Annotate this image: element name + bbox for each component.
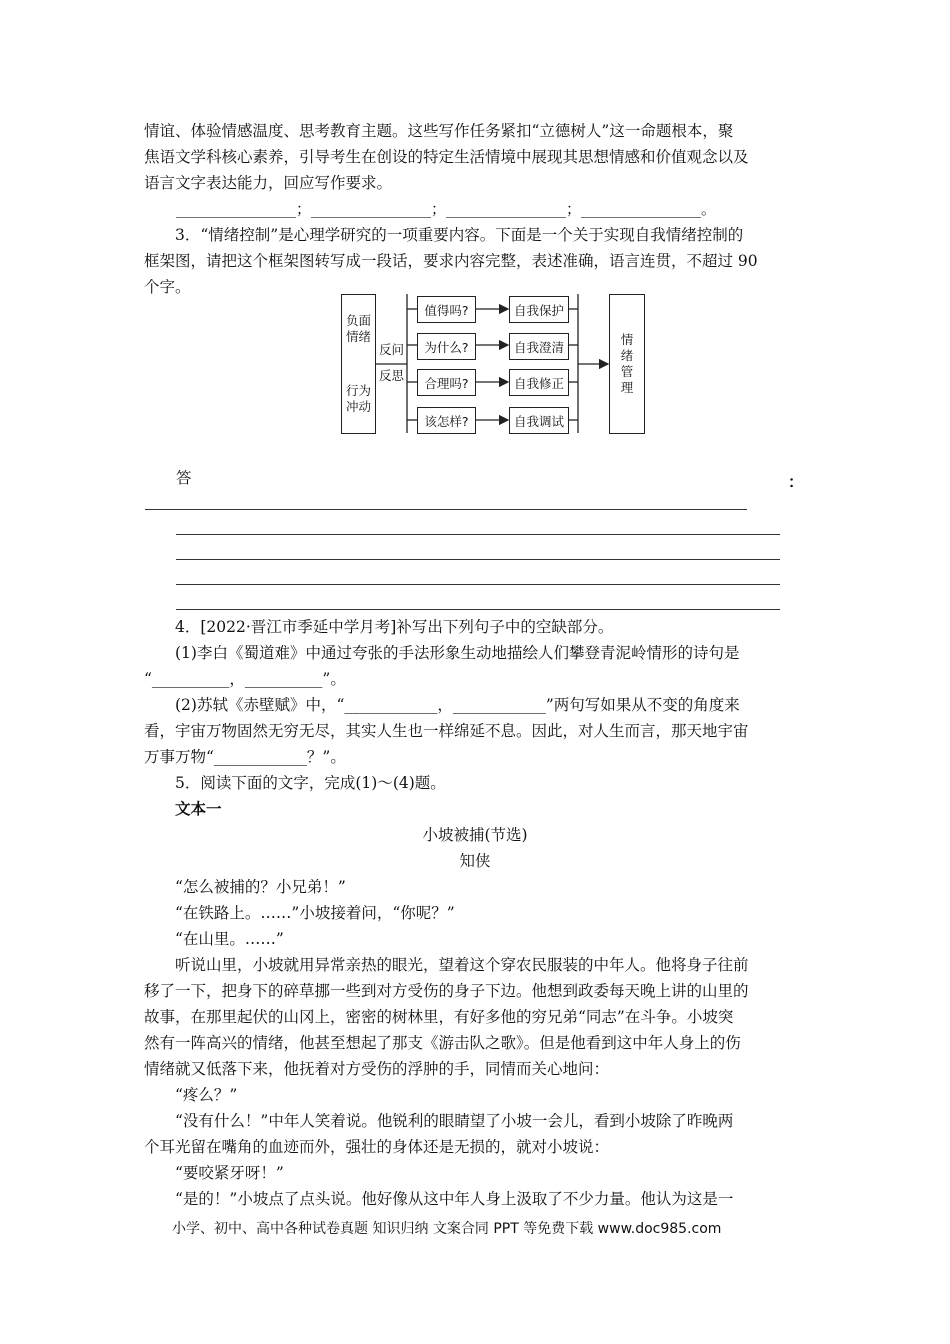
answer-line-5[interactable] <box>176 609 780 610</box>
diagram-result-4: 自我调试 <box>509 407 569 434</box>
diagram-emotion-management-label: 情绪管理 <box>620 332 634 395</box>
q5-text-label: 文本一 <box>175 799 222 818</box>
diagram-negative-emotion: 负面情绪 <box>345 313 371 344</box>
story-author: 知侠 <box>459 852 491 870</box>
intro-line-1: 情谊、体验情感温度、思考教育主题。这些写作任务紧扣“立德树人”这一命题根本，聚 <box>144 122 734 140</box>
story-p2: “在铁路上。……”小坡接着问，“你呢？” <box>175 904 455 922</box>
story-p7: “要咬紧牙呀！” <box>175 1164 284 1182</box>
q4-s1-line-1: (1)李白《蜀道难》中通过夸张的手法形象生动地描绘人们攀登青泥岭情形的诗句是 <box>175 644 740 662</box>
story-p4-line-5: 情绪就又低落下来，他抚着对方受伤的浮肿的手，同情而关心地问： <box>144 1060 610 1078</box>
answer-line-1[interactable] <box>145 509 747 510</box>
q5-line-1: 5．阅读下面的文字，完成(1)～(4)题。 <box>175 774 446 792</box>
diagram-question-4: 该怎样? <box>417 407 476 434</box>
diagram-result-3: 自我修正 <box>509 369 569 396</box>
answer-line-4[interactable] <box>176 584 780 585</box>
story-p4-line-2: 移了一下，把身下的碎草挪一些到对方受伤的身子下边。他想到政委每天晚上讲的山里的 <box>144 982 749 1000</box>
q4-s1-line-2: “__________，__________”。 <box>144 670 346 688</box>
q3-line-2: 框架图，请把这个框架图转写成一段话，要求内容完整，表述准确，语言连贯，不超过 90 <box>144 252 758 270</box>
story-title: 小坡被捕(节选) <box>422 826 528 844</box>
story-p4-line-1: 听说山里，小坡就用异常亲热的眼光，望着这个穿农民服装的中年人。他将身子往前 <box>175 956 749 974</box>
diagram-connector-reflect: 反思 <box>379 368 405 383</box>
diagram-emotion-management <box>609 294 645 434</box>
story-p6-line-2: 个耳光留在嘴角的血迹而外，强壮的身体还是无损的，就对小坡说： <box>144 1138 610 1156</box>
story-p3: “在山里。……” <box>175 930 284 948</box>
diagram-source-box <box>341 294 376 434</box>
answer-colon: ： <box>788 472 804 491</box>
story-p6-line-1: “没有什么！”中年人笑着说。他锐利的眼睛望了小坡一会儿，看到小坡除了昨晚两 <box>175 1112 734 1130</box>
answer-line-2[interactable] <box>176 534 780 535</box>
diagram-result-1: 自我保护 <box>509 296 569 323</box>
story-p8: “是的！”小坡点了点头说。他好像从这中年人身上汲取了不少力量。他认为这是一 <box>175 1190 734 1208</box>
story-p5: “疼么？” <box>175 1086 238 1104</box>
q4-line-1: 4．[2022·晋江市季延中学月考]补写出下列句子中的空缺部分。 <box>175 618 614 636</box>
diagram-behavior-impulse: 行为冲动 <box>345 383 371 414</box>
q3-line-1: 3．“情绪控制”是心理学研究的一项重要内容。下面是一个关于实现自我情绪控制的 <box>175 226 744 244</box>
q3-line-3: 个字。 <box>144 278 191 296</box>
diagram-question-1: 值得吗? <box>417 296 476 323</box>
story-p1: “怎么被捕的？小兄弟！” <box>175 878 346 896</box>
page-footer: 小学、初中、高中各种试卷真题 知识归纳 文案合同 PPT 等免费下载 www.doc985.com <box>172 1221 722 1237</box>
diagram-connector-ask: 反问 <box>379 342 405 357</box>
q2-answer-blanks: ________________；________________；________________；________________。 <box>176 200 717 218</box>
diagram-result-2: 自我澄清 <box>509 333 569 360</box>
q4-s2-line-3: 万事万物“____________？”。 <box>144 748 346 766</box>
answer-label: 答 <box>176 469 192 487</box>
intro-line-3: 语言文字表达能力，回应写作要求。 <box>144 174 393 192</box>
answer-line-3[interactable] <box>176 559 780 560</box>
story-p4-line-3: 故事，在那里起伏的山冈上，密密的树林里，有好多他的穷兄弟“同志”在斗争。小坡突 <box>144 1008 734 1026</box>
story-p4-line-4: 然有一阵高兴的情绪，他甚至想起了那支《游击队之歌》。但是他看到这中年人身上的伤 <box>144 1034 741 1052</box>
diagram-question-3: 合理吗? <box>417 369 476 396</box>
q4-s2-line-2: 看，宇宙万物固然无穷无尽，其实人生也一样绵延不息。因此，对人生而言，那天地宇宙 <box>144 722 749 740</box>
diagram-question-2: 为什么? <box>417 333 476 360</box>
intro-line-2: 焦语文学科核心素养，引导考生在创设的特定生活情境中展现其思想情感和价值观念以及 <box>144 148 749 166</box>
q4-s2-line-1: (2)苏轼《赤壁赋》中，“____________，____________”两句写如果从不变的角度来 <box>175 696 740 714</box>
